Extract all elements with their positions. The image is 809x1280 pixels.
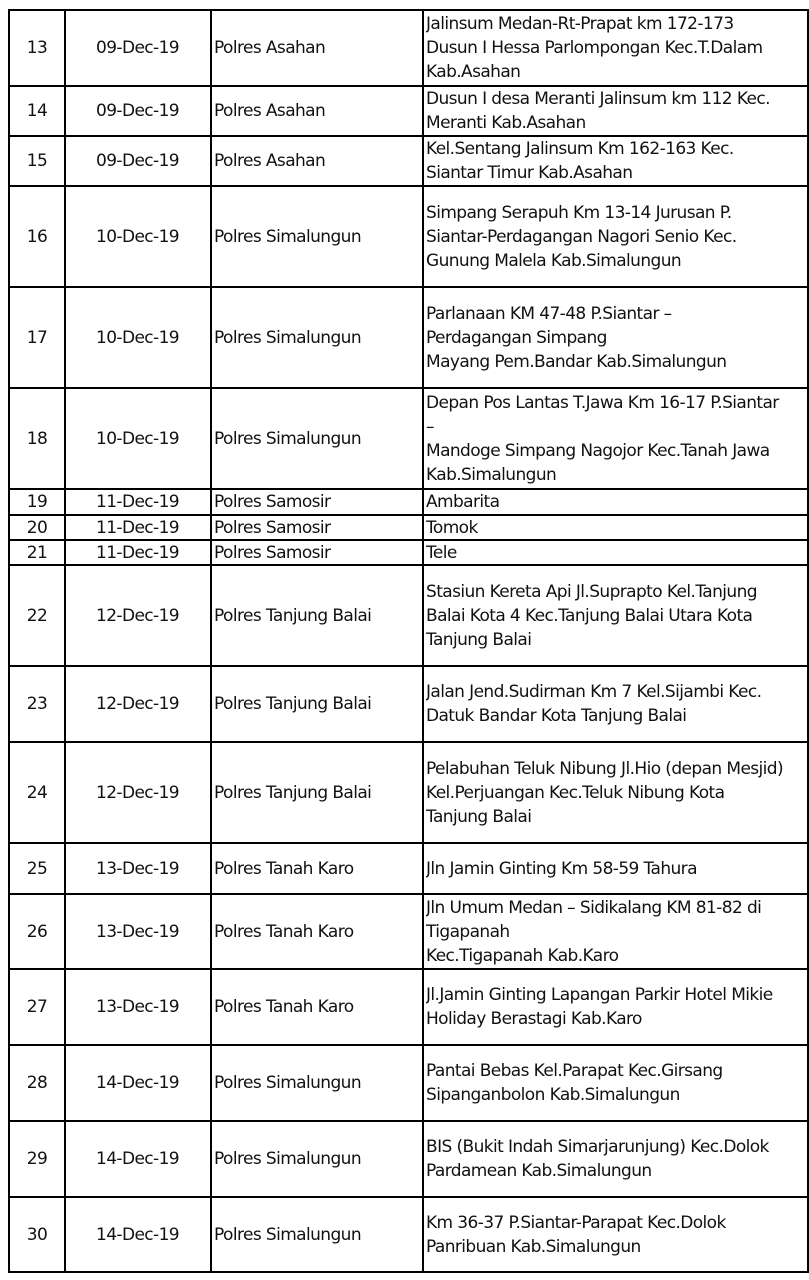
police-unit-cell bbox=[214, 566, 421, 665]
police-unit-cell-text: Polres Tanah Karo bbox=[214, 997, 354, 1017]
location-line: Jalinsum Medan-Rt-Prapat km 172-173 bbox=[426, 14, 734, 34]
date-cell-text: 12-Dec-19 bbox=[95, 782, 180, 803]
row-number-cell bbox=[10, 490, 64, 514]
location-line: Kec.Tigapanah Kab.Karo bbox=[426, 945, 619, 966]
police-unit-cell bbox=[214, 895, 421, 968]
row-number-cell bbox=[10, 566, 64, 665]
row-number-cell-text: 25 bbox=[26, 858, 48, 879]
location-line: Siantar-Perdagangan Nagori Senio Kec. bbox=[426, 226, 737, 247]
table-row bbox=[0, 1122, 809, 1196]
row-number-cell bbox=[10, 1122, 64, 1196]
table-row bbox=[0, 844, 809, 893]
date-cell bbox=[67, 389, 208, 488]
date-cell-text: 13-Dec-19 bbox=[95, 997, 180, 1017]
table-row bbox=[0, 187, 809, 286]
police-unit-cell bbox=[214, 1122, 421, 1196]
date-cell bbox=[67, 490, 208, 514]
row-number-cell-text: 18 bbox=[26, 428, 48, 449]
row-number-cell-text: 19 bbox=[26, 492, 48, 512]
location-line: Mandoge Simpang Nagojor Kec.Tanah Jawa bbox=[426, 440, 770, 461]
row-number-cell-text: 17 bbox=[26, 327, 48, 348]
location-cell bbox=[426, 516, 809, 539]
date-cell bbox=[67, 844, 208, 893]
row-number-cell-text: 26 bbox=[26, 921, 48, 942]
police-unit-cell-text: Polres Asahan bbox=[214, 101, 326, 121]
table-row bbox=[0, 895, 809, 968]
location-line: Holiday Berastagi Kab.Karo bbox=[426, 1009, 642, 1029]
date-cell-text: 10-Dec-19 bbox=[95, 226, 180, 247]
location-line: Panribuan Kab.Simalungun bbox=[426, 1236, 641, 1257]
row-number-cell bbox=[10, 288, 64, 387]
table-row bbox=[0, 541, 809, 564]
police-unit-cell-text: Polres Simalungun bbox=[214, 1224, 362, 1245]
date-cell bbox=[67, 1046, 208, 1120]
date-cell-text: 10-Dec-19 bbox=[95, 327, 180, 348]
location-line: Ambarita bbox=[426, 492, 500, 512]
location-line: Tanjung Balai bbox=[426, 629, 532, 650]
date-cell-text: 09-Dec-19 bbox=[95, 38, 180, 58]
police-unit-cell-text: Polres Simalungun bbox=[214, 428, 362, 449]
location-cell bbox=[426, 1122, 809, 1196]
row-number-cell-text: 27 bbox=[26, 997, 48, 1017]
table-row-border bbox=[8, 1271, 809, 1273]
police-unit-cell-text: Polres Simalungun bbox=[214, 226, 362, 247]
police-unit-cell-text: Polres Simalungun bbox=[214, 1073, 362, 1093]
location-cell bbox=[426, 667, 809, 741]
row-number-cell bbox=[10, 87, 64, 135]
police-unit-cell bbox=[214, 970, 421, 1044]
police-unit-cell bbox=[214, 743, 421, 842]
date-cell-text: 11-Dec-19 bbox=[95, 492, 180, 512]
location-cell bbox=[426, 566, 809, 665]
row-number-cell bbox=[10, 1198, 64, 1271]
table-row bbox=[0, 288, 809, 387]
table-row bbox=[0, 490, 809, 514]
location-cell bbox=[426, 288, 809, 387]
police-unit-cell-text: Polres Simalungun bbox=[214, 1149, 362, 1169]
police-unit-cell bbox=[214, 844, 421, 893]
police-unit-cell-text: Polres Tanjung Balai bbox=[214, 694, 372, 714]
police-unit-cell-text: Polres Samosir bbox=[214, 517, 331, 538]
date-cell-text: 11-Dec-19 bbox=[95, 517, 180, 538]
date-cell-text: 09-Dec-19 bbox=[95, 151, 180, 171]
location-line: Jl.Jamin Ginting Lapangan Parkir Hotel Mikie bbox=[426, 985, 773, 1005]
location-cell bbox=[426, 844, 809, 893]
police-unit-cell bbox=[214, 187, 421, 286]
date-cell bbox=[67, 895, 208, 968]
location-line: Jalan Jend.Sudirman Km 7 Kel.Sijambi Kec. bbox=[426, 682, 762, 702]
location-line: Gunung Malela Kab.Simalungun bbox=[426, 250, 682, 271]
location-line: Tanjung Balai bbox=[426, 806, 532, 827]
location-line: Tigapanah bbox=[426, 921, 510, 942]
date-cell-text: 14-Dec-19 bbox=[95, 1073, 180, 1093]
location-cell bbox=[426, 895, 809, 968]
location-line: Kel.Perjuangan Kec.Teluk Nibung Kota bbox=[426, 782, 725, 803]
police-unit-cell-text: Polres Simalungun bbox=[214, 327, 362, 348]
date-cell bbox=[67, 137, 208, 185]
police-unit-cell bbox=[214, 490, 421, 514]
date-cell bbox=[67, 1122, 208, 1196]
location-line: Depan Pos Lantas T.Jawa Km 16-17 P.Siantar bbox=[426, 392, 779, 413]
location-cell bbox=[426, 970, 809, 1044]
location-line: – bbox=[426, 416, 434, 437]
police-unit-cell-text: Polres Asahan bbox=[214, 151, 326, 171]
date-cell-text: 12-Dec-19 bbox=[95, 605, 180, 626]
date-cell bbox=[67, 566, 208, 665]
table-row bbox=[0, 970, 809, 1044]
date-cell-text: 10-Dec-19 bbox=[95, 428, 180, 449]
location-line: Kab.Simalungun bbox=[426, 464, 557, 485]
row-number-cell-text: 14 bbox=[26, 101, 48, 121]
location-line: Siantar Timur Kab.Asahan bbox=[426, 163, 633, 183]
table-row bbox=[0, 11, 809, 85]
location-cell bbox=[426, 187, 809, 286]
row-number-cell bbox=[10, 11, 64, 85]
police-unit-cell bbox=[214, 516, 421, 539]
row-number-cell bbox=[10, 1046, 64, 1120]
date-cell bbox=[67, 516, 208, 539]
police-unit-cell-text: Polres Tanjung Balai bbox=[214, 782, 372, 803]
date-cell bbox=[67, 87, 208, 135]
table-row bbox=[0, 137, 809, 185]
location-line: Balai Kota 4 Kec.Tanjung Balai Utara Kota bbox=[426, 605, 753, 626]
row-number-cell-text: 13 bbox=[26, 38, 48, 58]
table-row bbox=[0, 1198, 809, 1271]
row-number-cell bbox=[10, 667, 64, 741]
date-cell-text: 11-Dec-19 bbox=[95, 542, 180, 563]
date-cell bbox=[67, 667, 208, 741]
row-number-cell bbox=[10, 541, 64, 564]
date-cell bbox=[67, 743, 208, 842]
police-unit-cell bbox=[214, 389, 421, 488]
location-line: Pantai Bebas Kel.Parapat Kec.Girsang bbox=[426, 1061, 723, 1081]
location-line: Tomok bbox=[426, 517, 478, 538]
location-cell bbox=[426, 541, 809, 564]
date-cell bbox=[67, 970, 208, 1044]
date-cell bbox=[67, 1198, 208, 1271]
row-number-cell-text: 29 bbox=[26, 1149, 48, 1169]
row-number-cell-text: 20 bbox=[26, 517, 48, 538]
location-line: Kel.Sentang Jalinsum Km 162-163 Kec. bbox=[426, 139, 734, 159]
location-line: Stasiun Kereta Api Jl.Suprapto Kel.Tanjung bbox=[426, 581, 757, 602]
table-row bbox=[0, 87, 809, 135]
police-unit-cell-text: Polres Samosir bbox=[214, 492, 331, 512]
police-unit-cell bbox=[214, 1046, 421, 1120]
row-number-cell bbox=[10, 137, 64, 185]
date-cell-text: 13-Dec-19 bbox=[95, 858, 180, 879]
location-line: Dusun I desa Meranti Jalinsum km 112 Kec. bbox=[426, 89, 770, 109]
location-line: Km 36-37 P.Siantar-Parapat Kec.Dolok bbox=[426, 1212, 726, 1233]
police-unit-cell bbox=[214, 11, 421, 85]
table-row bbox=[0, 667, 809, 741]
row-number-cell-text: 23 bbox=[26, 694, 48, 714]
location-line: Perdagangan Simpang bbox=[426, 327, 607, 348]
location-line: Pardamean Kab.Simalungun bbox=[426, 1161, 652, 1181]
police-unit-cell-text: Polres Asahan bbox=[214, 38, 326, 58]
row-number-cell bbox=[10, 389, 64, 488]
location-line: Parlanaan KM 47-48 P.Siantar – bbox=[426, 303, 672, 324]
row-number-cell bbox=[10, 187, 64, 286]
police-unit-cell-text: Polres Tanjung Balai bbox=[214, 605, 372, 626]
police-unit-cell bbox=[214, 87, 421, 135]
date-cell-text: 14-Dec-19 bbox=[95, 1149, 180, 1169]
location-cell bbox=[426, 1046, 809, 1120]
location-line: Mayang Pem.Bandar Kab.Simalungun bbox=[426, 351, 727, 372]
location-line: Pelabuhan Teluk Nibung Jl.Hio (depan Mesjid) bbox=[426, 758, 784, 779]
date-cell bbox=[67, 288, 208, 387]
location-line: Simpang Serapuh Km 13-14 Jurusan P. bbox=[426, 202, 732, 223]
location-line: Tele bbox=[426, 542, 457, 563]
location-line: Sipanganbolon Kab.Simalungun bbox=[426, 1085, 680, 1105]
date-cell-text: 13-Dec-19 bbox=[95, 921, 180, 942]
police-unit-cell bbox=[214, 1198, 421, 1271]
police-unit-cell-text: Polres Tanah Karo bbox=[214, 858, 354, 879]
police-unit-cell bbox=[214, 137, 421, 185]
table-row bbox=[0, 1046, 809, 1120]
police-unit-cell bbox=[214, 288, 421, 387]
date-cell-text: 09-Dec-19 bbox=[95, 101, 180, 121]
date-cell-text: 12-Dec-19 bbox=[95, 694, 180, 714]
location-line: Meranti Kab.Asahan bbox=[426, 113, 586, 133]
row-number-cell-text: 15 bbox=[26, 151, 48, 171]
table-row bbox=[0, 566, 809, 665]
row-number-cell-text: 21 bbox=[26, 542, 48, 563]
location-line: Datuk Bandar Kota Tanjung Balai bbox=[426, 706, 687, 726]
location-cell bbox=[426, 743, 809, 842]
location-line: Jln Umum Medan – Sidikalang KM 81-82 di bbox=[426, 897, 762, 918]
police-unit-cell-text: Polres Tanah Karo bbox=[214, 921, 354, 942]
location-line: Jln Jamin Ginting Km 58-59 Tahura bbox=[426, 858, 697, 879]
row-number-cell bbox=[10, 844, 64, 893]
table-row bbox=[0, 389, 809, 488]
location-cell bbox=[426, 1198, 809, 1271]
location-cell bbox=[426, 490, 809, 514]
date-cell-text: 14-Dec-19 bbox=[95, 1224, 180, 1245]
location-line: BIS (Bukit Indah Simarjarunjung) Kec.Dolok bbox=[426, 1137, 769, 1157]
row-number-cell-text: 24 bbox=[26, 782, 48, 803]
police-unit-cell-text: Polres Samosir bbox=[214, 542, 331, 563]
date-cell bbox=[67, 11, 208, 85]
location-line: Kab.Asahan bbox=[426, 62, 521, 82]
location-cell bbox=[426, 87, 809, 135]
police-unit-cell bbox=[214, 667, 421, 741]
row-number-cell-text: 22 bbox=[26, 605, 48, 626]
row-number-cell bbox=[10, 970, 64, 1044]
date-cell bbox=[67, 541, 208, 564]
row-number-cell-text: 28 bbox=[26, 1073, 48, 1093]
row-number-cell-text: 30 bbox=[26, 1224, 48, 1245]
row-number-cell bbox=[10, 516, 64, 539]
location-cell bbox=[426, 389, 809, 488]
location-cell bbox=[426, 11, 809, 85]
location-line: Dusun I Hessa Parlompongan Kec.T.Dalam bbox=[426, 38, 763, 58]
date-cell bbox=[67, 187, 208, 286]
location-cell bbox=[426, 137, 809, 185]
table-row bbox=[0, 743, 809, 842]
police-unit-cell bbox=[214, 541, 421, 564]
row-number-cell-text: 16 bbox=[26, 226, 48, 247]
row-number-cell bbox=[10, 895, 64, 968]
row-number-cell bbox=[10, 743, 64, 842]
table-row bbox=[0, 516, 809, 539]
